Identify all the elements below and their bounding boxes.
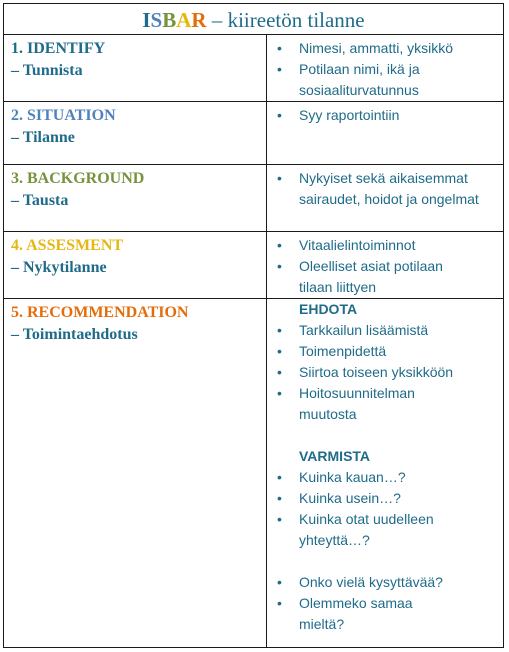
row-heading-cell: [11, 105, 116, 149]
row-subheading: – Tausta: [11, 192, 69, 209]
title-letter-i: I: [142, 8, 151, 32]
row-identify: [4, 35, 503, 102]
isbar-table: [3, 3, 504, 648]
title-rest: – kiireetön tilanne: [206, 8, 365, 32]
list-item: • Kuinka usein…?: [299, 488, 503, 509]
list-item: • Siirtoa toiseen yksikköön: [299, 362, 503, 383]
row-details-cell: [299, 105, 503, 126]
row-heading: 4. ASSESMENT: [11, 237, 124, 254]
row-background: [4, 165, 503, 232]
row-recommendation: [4, 299, 503, 647]
row-heading-cell: [11, 38, 105, 82]
list-item: • Nimesi, ammatti, yksikkö: [299, 38, 503, 59]
list-item: • Onko vielä kysyttävää?: [299, 572, 503, 593]
row-subheading: – Tilanne: [11, 129, 75, 146]
list-item: • Toimenpidettä: [299, 341, 503, 362]
row-subheading: – Tunnista: [11, 62, 83, 79]
list-item: • Oleelliset asiat potilaan tilaan liittyen: [299, 256, 479, 298]
row-details-cell: [299, 38, 503, 101]
row-assesment: [4, 232, 503, 299]
list-item: • Kuinka kauan…?: [299, 467, 503, 488]
row-heading-cell: [11, 302, 188, 346]
row-heading: 3. BACKGROUND: [11, 170, 145, 187]
list-item: • Nykyiset sekä aikaisemmat sairaudet, hoidot ja ongelmat: [299, 168, 479, 210]
list-item: • Potilaan nimi, ikä ja sosiaaliturvatunnus: [299, 59, 503, 101]
row-heading: 1. IDENTIFY: [11, 40, 106, 57]
row-details-cell: [299, 168, 503, 210]
title-letter-s: S: [150, 8, 163, 32]
row-subheading: – Toimintaehdotus: [11, 326, 138, 343]
row-heading-cell: [11, 235, 123, 279]
list-item: • Vitaalielintoiminnot: [299, 235, 503, 256]
row-details-cell: [299, 299, 503, 635]
list-item: • Hoitosuunnitelman muutosta: [299, 383, 449, 425]
row-heading-cell: [11, 168, 144, 212]
title-letter-b: B: [162, 8, 177, 32]
table-title: [4, 4, 503, 35]
list-item: • Tarkkailun lisäämistä: [299, 320, 503, 341]
title-letter-a: A: [176, 8, 192, 32]
list-item: • Kuinka otat uudelleen yhteyttä…?: [299, 509, 484, 551]
list-item: • Olemmeko samaa mieltä?: [299, 593, 439, 635]
row-details-cell: [299, 235, 503, 298]
row-subheading: – Nykytilanne: [11, 259, 107, 276]
varmista-label: VARMISTA: [299, 448, 371, 464]
row-heading: 2. SITUATION: [11, 107, 116, 124]
row-situation: [4, 102, 503, 165]
title-letter-r: R: [191, 8, 207, 32]
list-item: • Syy raportointiin: [299, 105, 503, 126]
row-heading: 5. RECOMMENDATION: [11, 304, 189, 321]
ehdota-label: EHDOTA: [299, 301, 358, 317]
